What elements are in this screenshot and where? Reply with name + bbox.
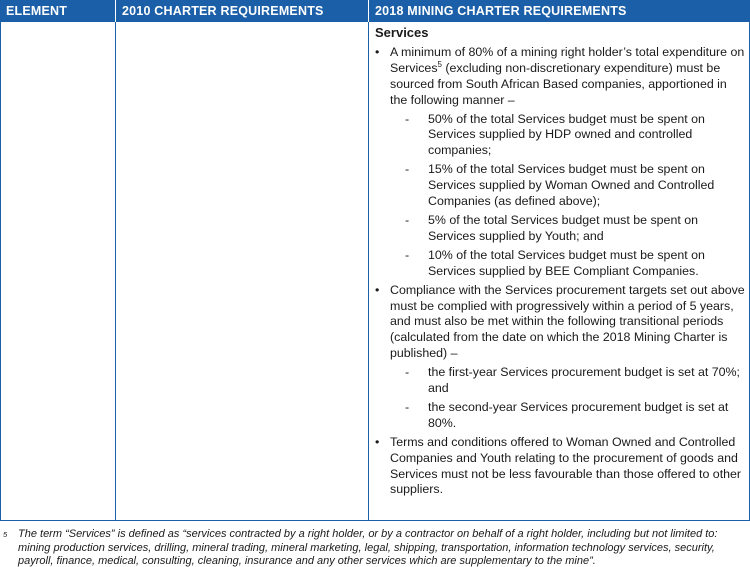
- sub-item-text: 10% of the total Services budget must be spent on Services supplied by BEE Compliant Companies.: [428, 247, 705, 278]
- bullet-item-2: [375, 283, 745, 432]
- section-title: Services: [375, 25, 429, 40]
- dash-marker: -: [405, 399, 410, 414]
- sub-item: [390, 112, 745, 160]
- bullet-item-3: [375, 435, 745, 499]
- column-header-element: ELEMENT: [6, 4, 68, 18]
- table-header-row: [0, 0, 750, 22]
- bullet-text: Terms and conditions offered to Woman Owned and Controlled Companies and Youth relating to the procurement of goods and Services must not be less favourable than those offered to other suppliers.: [390, 434, 742, 497]
- sub-item-text: 15% of the total Services budget must be spent on Services supplied by Woman Owned and Controlled Companies (as defined above);: [428, 162, 715, 209]
- column-header-2010-charter: 2010 CHARTER REQUIREMENTS: [115, 0, 368, 22]
- dash-marker: -: [405, 162, 410, 177]
- footnote-text: The term “Services” is defined as “services contracted by a right holder, or by a contractor on behalf of a right holder, including but not limited to: mining production services, drilling, mineral trading, mineral marketing, legal, shipping, transportation, information technology services, security, payroll, finance, medical, consulting, cleaning, insurance and any other services which are supplementary to the mine”.: [18, 528, 718, 567]
- dash-marker: -: [405, 212, 410, 227]
- bullet-text: Compliance with the Services procurement targets set out above must be complied with progressively within a period of 5 years, and must also be met within the following transitional periods (calculated from the date on which the 2018 Mining Charter is published) –: [390, 282, 745, 361]
- sub-item-text: the second-year Services procurement budget is set at 80%.: [428, 399, 729, 430]
- footnote-mark: 5: [3, 530, 8, 539]
- column-divider-2: [368, 22, 369, 521]
- sub-item: [390, 365, 745, 397]
- column-header-2018-charter: 2018 MINING CHARTER REQUIREMENTS: [368, 0, 750, 22]
- bullet-marker: •: [375, 44, 380, 59]
- sub-item: [390, 213, 745, 245]
- bullet-item-1: [375, 45, 745, 280]
- column-divider-1: [115, 22, 116, 521]
- sub-item-text: 50% of the total Services budget must be spent on Services supplied by HDP owned and controlled companies;: [428, 111, 705, 158]
- footnote: [0, 528, 750, 567]
- sub-item: [390, 162, 745, 210]
- bullet-marker: •: [375, 282, 380, 297]
- cell-2018-requirements: [375, 25, 745, 501]
- sub-item: [390, 400, 745, 432]
- dash-marker: -: [405, 111, 410, 126]
- bullet-marker: •: [375, 434, 380, 449]
- dash-marker: -: [405, 247, 410, 262]
- dash-marker: -: [405, 365, 410, 380]
- bullet-text-part: A minimum of 80% of a mining right holder’s total expenditure on Services: [390, 44, 745, 75]
- sub-item-text: 5% of the total Services budget must be spent on Services supplied by Youth; and: [428, 212, 699, 243]
- sub-item: [390, 248, 745, 280]
- bullet-text-part: (excluding non-discretionary expenditure) must be sourced from South African Based companies, apportioned in the following manner –: [390, 60, 727, 107]
- footnote-reference: 5: [437, 59, 442, 69]
- sub-item-text: the first-year Services procurement budget is set at 70%; and: [428, 365, 740, 396]
